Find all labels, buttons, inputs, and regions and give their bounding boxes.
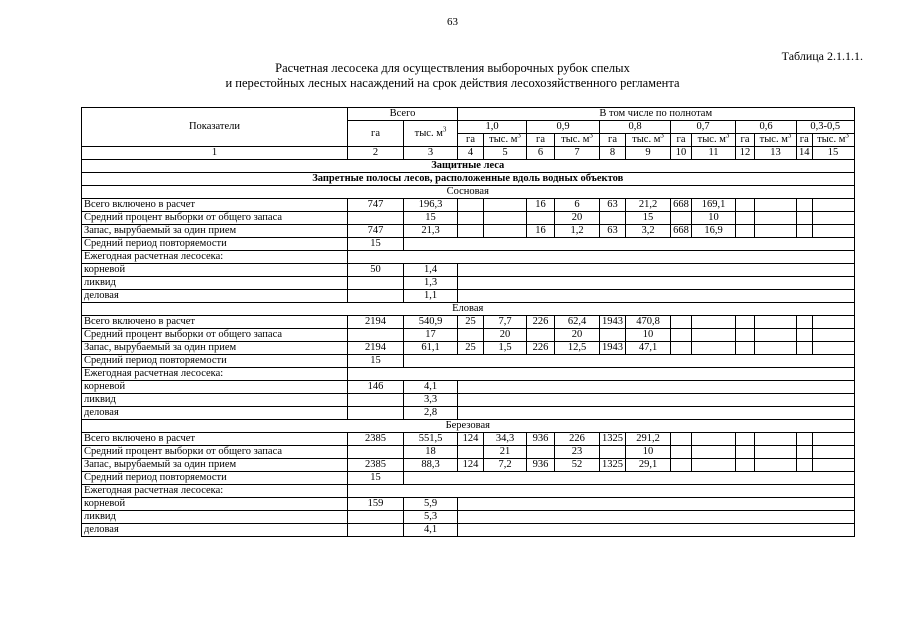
value-cell — [484, 212, 527, 225]
value-cell — [755, 225, 797, 238]
value-cell: 62,4 — [555, 316, 600, 329]
column-number: 1 — [82, 147, 348, 160]
row-label: деловая — [82, 524, 348, 537]
value-cell — [671, 329, 692, 342]
value-cell: 747 — [348, 199, 404, 212]
table-row — [82, 485, 855, 498]
row-label: Средний процент выборки от общего запаса — [82, 446, 348, 459]
value-cell — [812, 459, 854, 472]
value-cell — [755, 199, 797, 212]
value-cell: 146 — [348, 381, 404, 394]
value-cell — [797, 225, 813, 238]
empty-cell — [458, 290, 855, 303]
value-cell: 10 — [626, 329, 671, 342]
table-row — [82, 277, 855, 290]
value-cell: 5,9 — [404, 498, 458, 511]
column-number: 15 — [812, 147, 854, 160]
table-row — [82, 524, 855, 537]
value-cell: 21,2 — [626, 199, 671, 212]
value-cell — [812, 316, 854, 329]
value-cell — [671, 342, 692, 355]
header-total: Всего — [348, 108, 458, 121]
value-cell — [527, 212, 555, 225]
row-label: ликвид — [82, 394, 348, 407]
value-cell — [755, 433, 797, 446]
value-cell — [348, 212, 404, 225]
value-cell — [812, 225, 854, 238]
value-cell: 10 — [692, 212, 736, 225]
value-cell: 668 — [671, 199, 692, 212]
value-cell: 63 — [600, 225, 626, 238]
value-cell — [527, 329, 555, 342]
empty-cell — [458, 394, 855, 407]
header-unit-ha: га — [797, 134, 813, 147]
column-number: 12 — [736, 147, 755, 160]
value-cell — [812, 212, 854, 225]
header-unit-m3: тыс. $м^3$ — [555, 134, 600, 147]
column-number: 8 — [600, 147, 626, 160]
header-unit-m3: тыс. $м^3$ — [812, 134, 854, 147]
value-cell — [797, 199, 813, 212]
value-cell: 25 — [458, 342, 484, 355]
value-cell — [458, 212, 484, 225]
value-cell — [755, 459, 797, 472]
table-row — [82, 381, 855, 394]
table-row — [82, 342, 855, 355]
value-cell — [692, 316, 736, 329]
table-row — [82, 472, 855, 485]
value-cell — [600, 212, 626, 225]
value-cell: 7,2 — [484, 459, 527, 472]
value-cell — [736, 212, 755, 225]
value-cell — [600, 446, 626, 459]
value-cell: 196,3 — [404, 199, 458, 212]
value-cell — [755, 316, 797, 329]
row-label: Запас, вырубаемый за один прием — [82, 225, 348, 238]
empty-cell — [458, 277, 855, 290]
empty-cell — [404, 472, 855, 485]
table-row — [82, 251, 855, 264]
value-cell: 551,5 — [404, 433, 458, 446]
table-row — [82, 355, 855, 368]
header-including: В том числе по полнотам — [458, 108, 855, 121]
value-cell — [527, 446, 555, 459]
value-cell — [458, 199, 484, 212]
value-cell — [797, 433, 813, 446]
value-cell — [348, 407, 404, 420]
row-label: Средний процент выборки от общего запаса — [82, 329, 348, 342]
value-cell — [692, 433, 736, 446]
empty-cell — [348, 485, 855, 498]
header-indicators: Показатели — [82, 108, 348, 147]
value-cell: 21 — [484, 446, 527, 459]
header-unit-ha: га — [458, 134, 484, 147]
value-cell: 291,2 — [626, 433, 671, 446]
value-cell: 20 — [484, 329, 527, 342]
empty-cell — [348, 368, 855, 381]
value-cell: 2194 — [348, 342, 404, 355]
value-cell — [348, 277, 404, 290]
value-cell: 1943 — [600, 342, 626, 355]
empty-cell — [458, 407, 855, 420]
value-cell: 34,3 — [484, 433, 527, 446]
value-cell — [736, 433, 755, 446]
value-cell — [797, 342, 813, 355]
header-unit-ha: га — [527, 134, 555, 147]
header-density: 0,8 — [600, 121, 671, 134]
section-category: Запретные полосы лесов, расположенные вдоль водных объектов — [82, 173, 855, 186]
value-cell: 470,8 — [626, 316, 671, 329]
value-cell: 16 — [527, 199, 555, 212]
table-row — [82, 225, 855, 238]
value-cell: 15 — [348, 472, 404, 485]
value-cell — [755, 329, 797, 342]
value-cell — [736, 199, 755, 212]
column-number: 14 — [797, 147, 813, 160]
value-cell — [736, 329, 755, 342]
table-row — [82, 433, 855, 446]
value-cell — [812, 329, 854, 342]
value-cell — [348, 446, 404, 459]
value-cell — [797, 316, 813, 329]
table-row — [82, 394, 855, 407]
value-cell: 61,1 — [404, 342, 458, 355]
header-unit-m3: тыс. $м^3$ — [692, 134, 736, 147]
value-cell — [797, 459, 813, 472]
table-row — [82, 199, 855, 212]
value-cell — [348, 290, 404, 303]
value-cell — [671, 459, 692, 472]
value-cell: 1,1 — [404, 290, 458, 303]
value-cell: 47,1 — [626, 342, 671, 355]
table-row — [82, 407, 855, 420]
value-cell — [692, 459, 736, 472]
row-label: Запас, вырубаемый за один прием — [82, 342, 348, 355]
value-cell: 124 — [458, 433, 484, 446]
species-heading: Еловая — [82, 303, 855, 316]
title-line-1: Расчетная лесосека для осуществления выборочных рубок спелых — [275, 61, 630, 75]
value-cell — [797, 446, 813, 459]
empty-cell — [458, 498, 855, 511]
column-number: 7 — [555, 147, 600, 160]
value-cell — [348, 394, 404, 407]
value-cell: 1325 — [600, 433, 626, 446]
value-cell: 50 — [348, 264, 404, 277]
value-cell: 23 — [555, 446, 600, 459]
header-density: 0,3-0,5 — [797, 121, 855, 134]
species-heading: Сосновая — [82, 186, 855, 199]
value-cell: 1943 — [600, 316, 626, 329]
value-cell: 3,3 — [404, 394, 458, 407]
empty-cell — [458, 524, 855, 537]
value-cell: 15 — [626, 212, 671, 225]
empty-cell — [458, 511, 855, 524]
value-cell: 668 — [671, 225, 692, 238]
value-cell: 18 — [404, 446, 458, 459]
value-cell — [812, 446, 854, 459]
value-cell: 1,2 — [555, 225, 600, 238]
header-density: 0,6 — [736, 121, 797, 134]
value-cell: 747 — [348, 225, 404, 238]
header-total-m3: тыс. $м^3$ — [404, 121, 458, 147]
value-cell: 29,1 — [626, 459, 671, 472]
value-cell: 15 — [348, 238, 404, 251]
value-cell — [812, 199, 854, 212]
value-cell — [692, 446, 736, 459]
row-label: ликвид — [82, 277, 348, 290]
row-label: корневой — [82, 498, 348, 511]
column-number: 2 — [348, 147, 404, 160]
table-row — [82, 368, 855, 381]
value-cell — [348, 511, 404, 524]
value-cell — [736, 446, 755, 459]
column-number: 13 — [755, 147, 797, 160]
row-label: Ежегодная расчетная лесосека: — [82, 251, 348, 264]
empty-cell — [348, 251, 855, 264]
value-cell: 16 — [527, 225, 555, 238]
value-cell: 15 — [348, 355, 404, 368]
value-cell: 1,4 — [404, 264, 458, 277]
value-cell — [671, 446, 692, 459]
value-cell — [692, 342, 736, 355]
header-unit-ha: га — [600, 134, 626, 147]
table-row — [82, 459, 855, 472]
value-cell — [797, 329, 813, 342]
row-label: Ежегодная расчетная лесосека: — [82, 485, 348, 498]
row-label: Всего включено в расчет — [82, 199, 348, 212]
value-cell: 16,9 — [692, 225, 736, 238]
value-cell: 2,8 — [404, 407, 458, 420]
allowable-cut-table — [81, 107, 855, 537]
table-row — [82, 498, 855, 511]
value-cell: 20 — [555, 329, 600, 342]
empty-cell — [458, 381, 855, 394]
header-density: 1,0 — [458, 121, 527, 134]
row-label: Ежегодная расчетная лесосека: — [82, 368, 348, 381]
value-cell — [812, 433, 854, 446]
row-label: деловая — [82, 407, 348, 420]
value-cell — [348, 329, 404, 342]
header-unit-ha: га — [671, 134, 692, 147]
value-cell: 25 — [458, 316, 484, 329]
table-row — [82, 511, 855, 524]
section-forest-type: Защитные леса — [82, 160, 855, 173]
value-cell: 15 — [404, 212, 458, 225]
table-reference: Таблица 2.1.1.1. — [781, 49, 863, 63]
header-total-ha: га — [348, 121, 404, 147]
value-cell: 4,1 — [404, 381, 458, 394]
value-cell: 226 — [555, 433, 600, 446]
value-cell — [458, 329, 484, 342]
empty-cell — [404, 238, 855, 251]
value-cell: 63 — [600, 199, 626, 212]
row-label: Средний процент выборки от общего запаса — [82, 212, 348, 225]
value-cell — [671, 212, 692, 225]
column-number: 6 — [527, 147, 555, 160]
column-number: 5 — [484, 147, 527, 160]
value-cell: 6 — [555, 199, 600, 212]
value-cell: 7,7 — [484, 316, 527, 329]
value-cell — [755, 342, 797, 355]
value-cell — [671, 433, 692, 446]
value-cell — [736, 459, 755, 472]
value-cell — [484, 225, 527, 238]
value-cell — [458, 446, 484, 459]
value-cell: 2385 — [348, 459, 404, 472]
value-cell — [755, 446, 797, 459]
table-row — [82, 264, 855, 277]
row-label: Всего включено в расчет — [82, 433, 348, 446]
value-cell: 159 — [348, 498, 404, 511]
page-number: 63 — [447, 16, 458, 28]
value-cell: 21,3 — [404, 225, 458, 238]
value-cell: 226 — [527, 342, 555, 355]
column-number: 3 — [404, 147, 458, 160]
value-cell: 20 — [555, 212, 600, 225]
value-cell: 88,3 — [404, 459, 458, 472]
species-heading: Березовая — [82, 420, 855, 433]
value-cell: 936 — [527, 433, 555, 446]
row-label: Всего включено в расчет — [82, 316, 348, 329]
value-cell: 1325 — [600, 459, 626, 472]
table-title — [0, 61, 905, 91]
value-cell: 12,5 — [555, 342, 600, 355]
table-row — [82, 290, 855, 303]
value-cell: 124 — [458, 459, 484, 472]
value-cell: 1,5 — [484, 342, 527, 355]
header-unit-m3: тыс. $м^3$ — [484, 134, 527, 147]
value-cell: 4,1 — [404, 524, 458, 537]
row-label: Запас, вырубаемый за один прием — [82, 459, 348, 472]
value-cell — [736, 316, 755, 329]
table-row — [82, 446, 855, 459]
column-number: 9 — [626, 147, 671, 160]
header-unit-m3: тыс. $м^3$ — [626, 134, 671, 147]
column-number: 4 — [458, 147, 484, 160]
title-line-2: и перестойных лесных насаждений на срок действия лесохозяйственного регламента — [225, 76, 680, 90]
table-row — [82, 238, 855, 251]
table-row — [82, 212, 855, 225]
value-cell — [671, 316, 692, 329]
empty-cell — [404, 355, 855, 368]
row-label: корневой — [82, 264, 348, 277]
value-cell — [600, 329, 626, 342]
column-number: 10 — [671, 147, 692, 160]
header-density: 0,7 — [671, 121, 736, 134]
value-cell — [348, 524, 404, 537]
empty-cell — [458, 264, 855, 277]
value-cell: 10 — [626, 446, 671, 459]
value-cell: 2385 — [348, 433, 404, 446]
value-cell — [812, 342, 854, 355]
value-cell: 17 — [404, 329, 458, 342]
value-cell: 540,9 — [404, 316, 458, 329]
row-label: Средний период повторяемости — [82, 355, 348, 368]
value-cell — [736, 342, 755, 355]
table-row — [82, 316, 855, 329]
value-cell — [736, 225, 755, 238]
header-unit-m3: тыс. $м^3$ — [755, 134, 797, 147]
row-label: ликвид — [82, 511, 348, 524]
column-number: 11 — [692, 147, 736, 160]
value-cell: 169,1 — [692, 199, 736, 212]
table-row — [82, 329, 855, 342]
row-label: корневой — [82, 381, 348, 394]
header-unit-ha: га — [736, 134, 755, 147]
value-cell: 936 — [527, 459, 555, 472]
row-label: деловая — [82, 290, 348, 303]
value-cell — [458, 225, 484, 238]
value-cell: 1,3 — [404, 277, 458, 290]
value-cell — [755, 212, 797, 225]
value-cell: 3,2 — [626, 225, 671, 238]
value-cell — [484, 199, 527, 212]
value-cell: 52 — [555, 459, 600, 472]
row-label: Средний период повторяемости — [82, 238, 348, 251]
value-cell — [797, 212, 813, 225]
value-cell: 226 — [527, 316, 555, 329]
header-density: 0,9 — [527, 121, 600, 134]
value-cell — [692, 329, 736, 342]
value-cell: 2194 — [348, 316, 404, 329]
value-cell: 5,3 — [404, 511, 458, 524]
row-label: Средний период повторяемости — [82, 472, 348, 485]
